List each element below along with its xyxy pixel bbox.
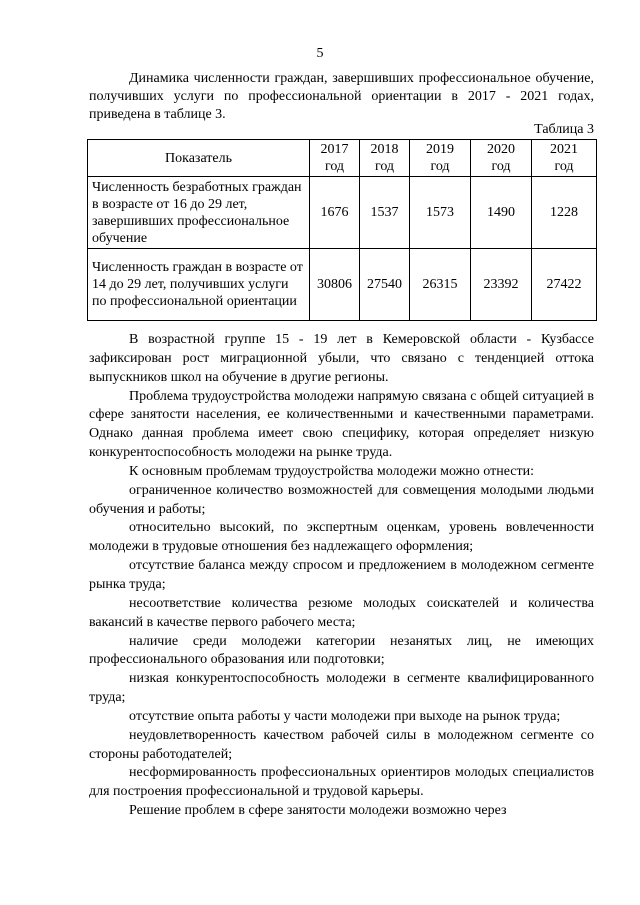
row-value: 1228 — [532, 177, 597, 249]
row-value: 27540 — [360, 249, 410, 321]
list-item: отсутствие опыта работы у части молодежи при выходе на рынок труда; — [129, 708, 561, 724]
header-year-2017 — [310, 140, 360, 177]
year-unit: год — [430, 159, 450, 174]
header-year-2021 — [532, 140, 597, 177]
paragraph: Проблема трудоустройства молодежи напрямую связана с общей ситуацией в сфере занятости населения, ее количественными и качественными параметрами. Однако данная проблема имеет свою специфику, которая определяет низкую конкурентоспособность молодежи на рынке труда. — [89, 388, 594, 461]
table-caption: Таблица 3 — [534, 122, 594, 137]
list-item: относительно высокий, по экспертным оценкам, уровень вовлеченности молодежи в трудовые отношения без надлежащего оформления; — [89, 520, 594, 555]
row-value: 27422 — [532, 249, 597, 321]
year-unit: год — [374, 159, 395, 174]
paragraph: Решение проблем в сфере занятости молодежи возможно через — [129, 803, 507, 819]
year-label: 2019 — [426, 142, 454, 157]
paragraph: К основным проблемам трудоустройства молодежи можно отнести: — [129, 463, 534, 479]
list-item: наличие среди молодежи категории незанятых лиц, не имеющих профессионального образования или подготовки; — [89, 633, 594, 668]
page-number: 5 — [316, 46, 324, 61]
year-label: 2017 — [320, 142, 349, 157]
row-label: Численность граждан в возрасте от 14 до 29 лет, получивших услуги по профессиональной ориентации — [88, 249, 310, 321]
header-year-2019 — [410, 140, 471, 177]
year-label: 2020 — [487, 142, 515, 157]
table-row — [88, 249, 597, 321]
table-header-row — [88, 140, 597, 177]
list-item: отсутствие баланса между спросом и предложением в молодежном сегменте рынка труда; — [89, 558, 594, 592]
body-text — [89, 331, 594, 821]
header-year-2020 — [471, 140, 532, 177]
row-label: Численность безработных граждан в возрасте от 16 до 29 лет, завершивших профессиональное обучение — [88, 177, 310, 249]
year-unit: год — [554, 159, 574, 174]
year-unit: год — [491, 159, 511, 174]
data-table — [87, 139, 597, 321]
row-value: 1490 — [471, 177, 532, 249]
list-item: несформированность профессиональных ориентиров молодых специалистов для построения профессиональной и трудовой карьеры. — [89, 765, 594, 800]
row-value: 23392 — [471, 249, 532, 321]
list-item: неудовлетворенность качеством рабочей силы в молодежном сегменте со стороны работодателей; — [89, 727, 594, 762]
intro-block — [89, 70, 594, 124]
list-item: несоответствие количества резюме молодых соискателей и количества вакансий в качестве первого рабочего места; — [89, 595, 594, 630]
row-value: 30806 — [310, 249, 360, 321]
header-year-2018 — [360, 140, 410, 177]
header-indicator: Показатель — [88, 140, 310, 177]
row-value: 26315 — [410, 249, 471, 321]
intro-paragraph: Динамика численности граждан, завершивших профессиональное обучение, получивших услуги по профессиональной ориентации в 2017 - 2021 годах, приведена в таблице 3. — [89, 71, 594, 122]
table-row — [88, 177, 597, 249]
year-label: 2018 — [370, 142, 399, 157]
list-item: ограниченное количество возможностей для совмещения молодыми людьми обучения и работы; — [89, 482, 594, 517]
year-label: 2021 — [550, 142, 578, 157]
list-item: низкая конкурентоспособность молодежи в сегменте квалифицированного труда; — [89, 671, 594, 706]
paragraph: В возрастной группе 15 - 19 лет в Кемеровской области - Кузбассе зафиксирован рост миграционной убыли, что связано с тенденцией оттока выпускников школ на обучение в другие регионы. — [89, 332, 594, 385]
year-unit: год — [324, 159, 345, 174]
row-value: 1573 — [410, 177, 471, 249]
row-value: 1537 — [360, 177, 410, 249]
row-value: 1676 — [310, 177, 360, 249]
